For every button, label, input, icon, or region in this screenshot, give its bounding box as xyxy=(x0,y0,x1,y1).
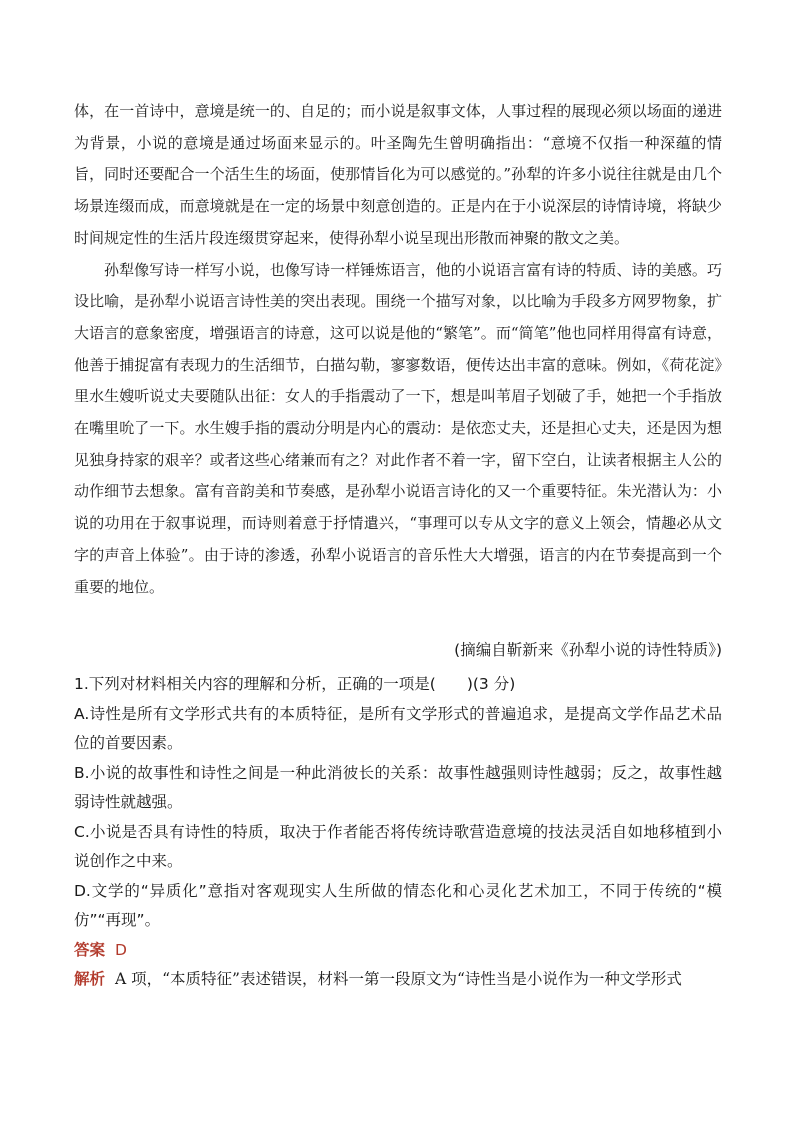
option-c: C.小说是否具有诗性的特质，取决于作者能否将传统诗歌营造意境的技法灵活自如地移植到小说创作之中来。 xyxy=(74,822,722,870)
analysis-label: 解析 xyxy=(74,970,106,988)
question-block xyxy=(74,670,722,995)
analysis-text: A 项，“本质特征”表述错误，材料一第一段原文为“诗性当是小说作为一种文学形式 xyxy=(115,970,682,988)
passage-paragraph-1: 体，在一首诗中，意境是统一的、自足的；而小说是叙事文体，人事过程的展现必须以场面的递进为背景，小说的意境是通过场面来显示的。叶圣陶先生曾明确指出：“意境不仅指一种深蕴的情旨，同时还要配合一个活生生的场面，使那情旨化为可以感觉的。”孙犁的许多小说往往就是由几个场景连缀而成，而意境就是在一定的场景中刻意创造的。正是内在于小说深层的诗情诗境，将缺少时间规定性的生活片段连缀贯穿起来，使得孙犁小说呈现出形散而神聚的散文之美。 xyxy=(74,102,722,247)
option-a: A.诗性是所有文学形式共有的本质特征，是所有文学形式的普遍追求，是提高文学作品艺术品位的首要因素。 xyxy=(74,704,722,752)
passage-paragraph-2: 孙犁像写诗一样写小说，也像写诗一样锤炼语言，他的小说语言富有诗的特质、诗的美感。巧设比喻，是孙犁小说语言诗性美的突出表现。围绕一个描写对象，以比喻为手段多方网罗物象，扩大语言的意象密度，增强语言的诗意，这可以说是他的“繁笔”。而“简笔”他也同样用得富有诗意，他善于捕捉富有表现力的生活细节，白描勾勒，寥寥数语，便传达出丰富的意味。例如，《荷花淀》里水生嫂听说丈夫要随队出征：女人的手指震动了一下，想是叫苇眉子划破了手，她把一个手指放在嘴里吮了一下。水生嫂手指的震动分明是内心的震动：是依恋丈夫，还是担心丈夫，还是因为想见独身持家的艰辛？或者这些心绪兼而有之？对此作者不着一字，留下空白，让读者根据主人公的动作细节去想象。富有音韵美和节奏感，是孙犁小说语言诗化的又一个重要特征。朱光潜认为：小说的功用在于叙事说理，而诗则着意于抒情遣兴，“事理可以专从文字的意义上领会，情趣必从文字的声音上体验”。由于诗的渗透，孙犁小说语言的音乐性大大增强，语言的内在节奏提高到一个重要的地位。 xyxy=(74,260,722,596)
option-d: D.文学的“异质化”意指对客观现实人生所做的情态化和心灵化艺术加工，不同于传统的“模仿”“再现”。 xyxy=(74,881,722,929)
option-b: B.小说的故事性和诗性之间是一种此消彼长的关系：故事性越强则诗性越弱；反之，故事性越弱诗性就越强。 xyxy=(74,763,722,811)
answer-line xyxy=(74,936,722,966)
source-citation: (摘编自靳新来《孙犁小说的诗性特质》) xyxy=(454,641,722,659)
answer-value: D xyxy=(115,940,127,959)
reading-passage xyxy=(74,96,722,603)
answer-label: 答案 xyxy=(74,940,106,959)
question-stem: 1.下列对材料相关内容的理解和分析，正确的一项是( )(3 分) xyxy=(74,675,516,693)
analysis-line xyxy=(74,965,722,995)
